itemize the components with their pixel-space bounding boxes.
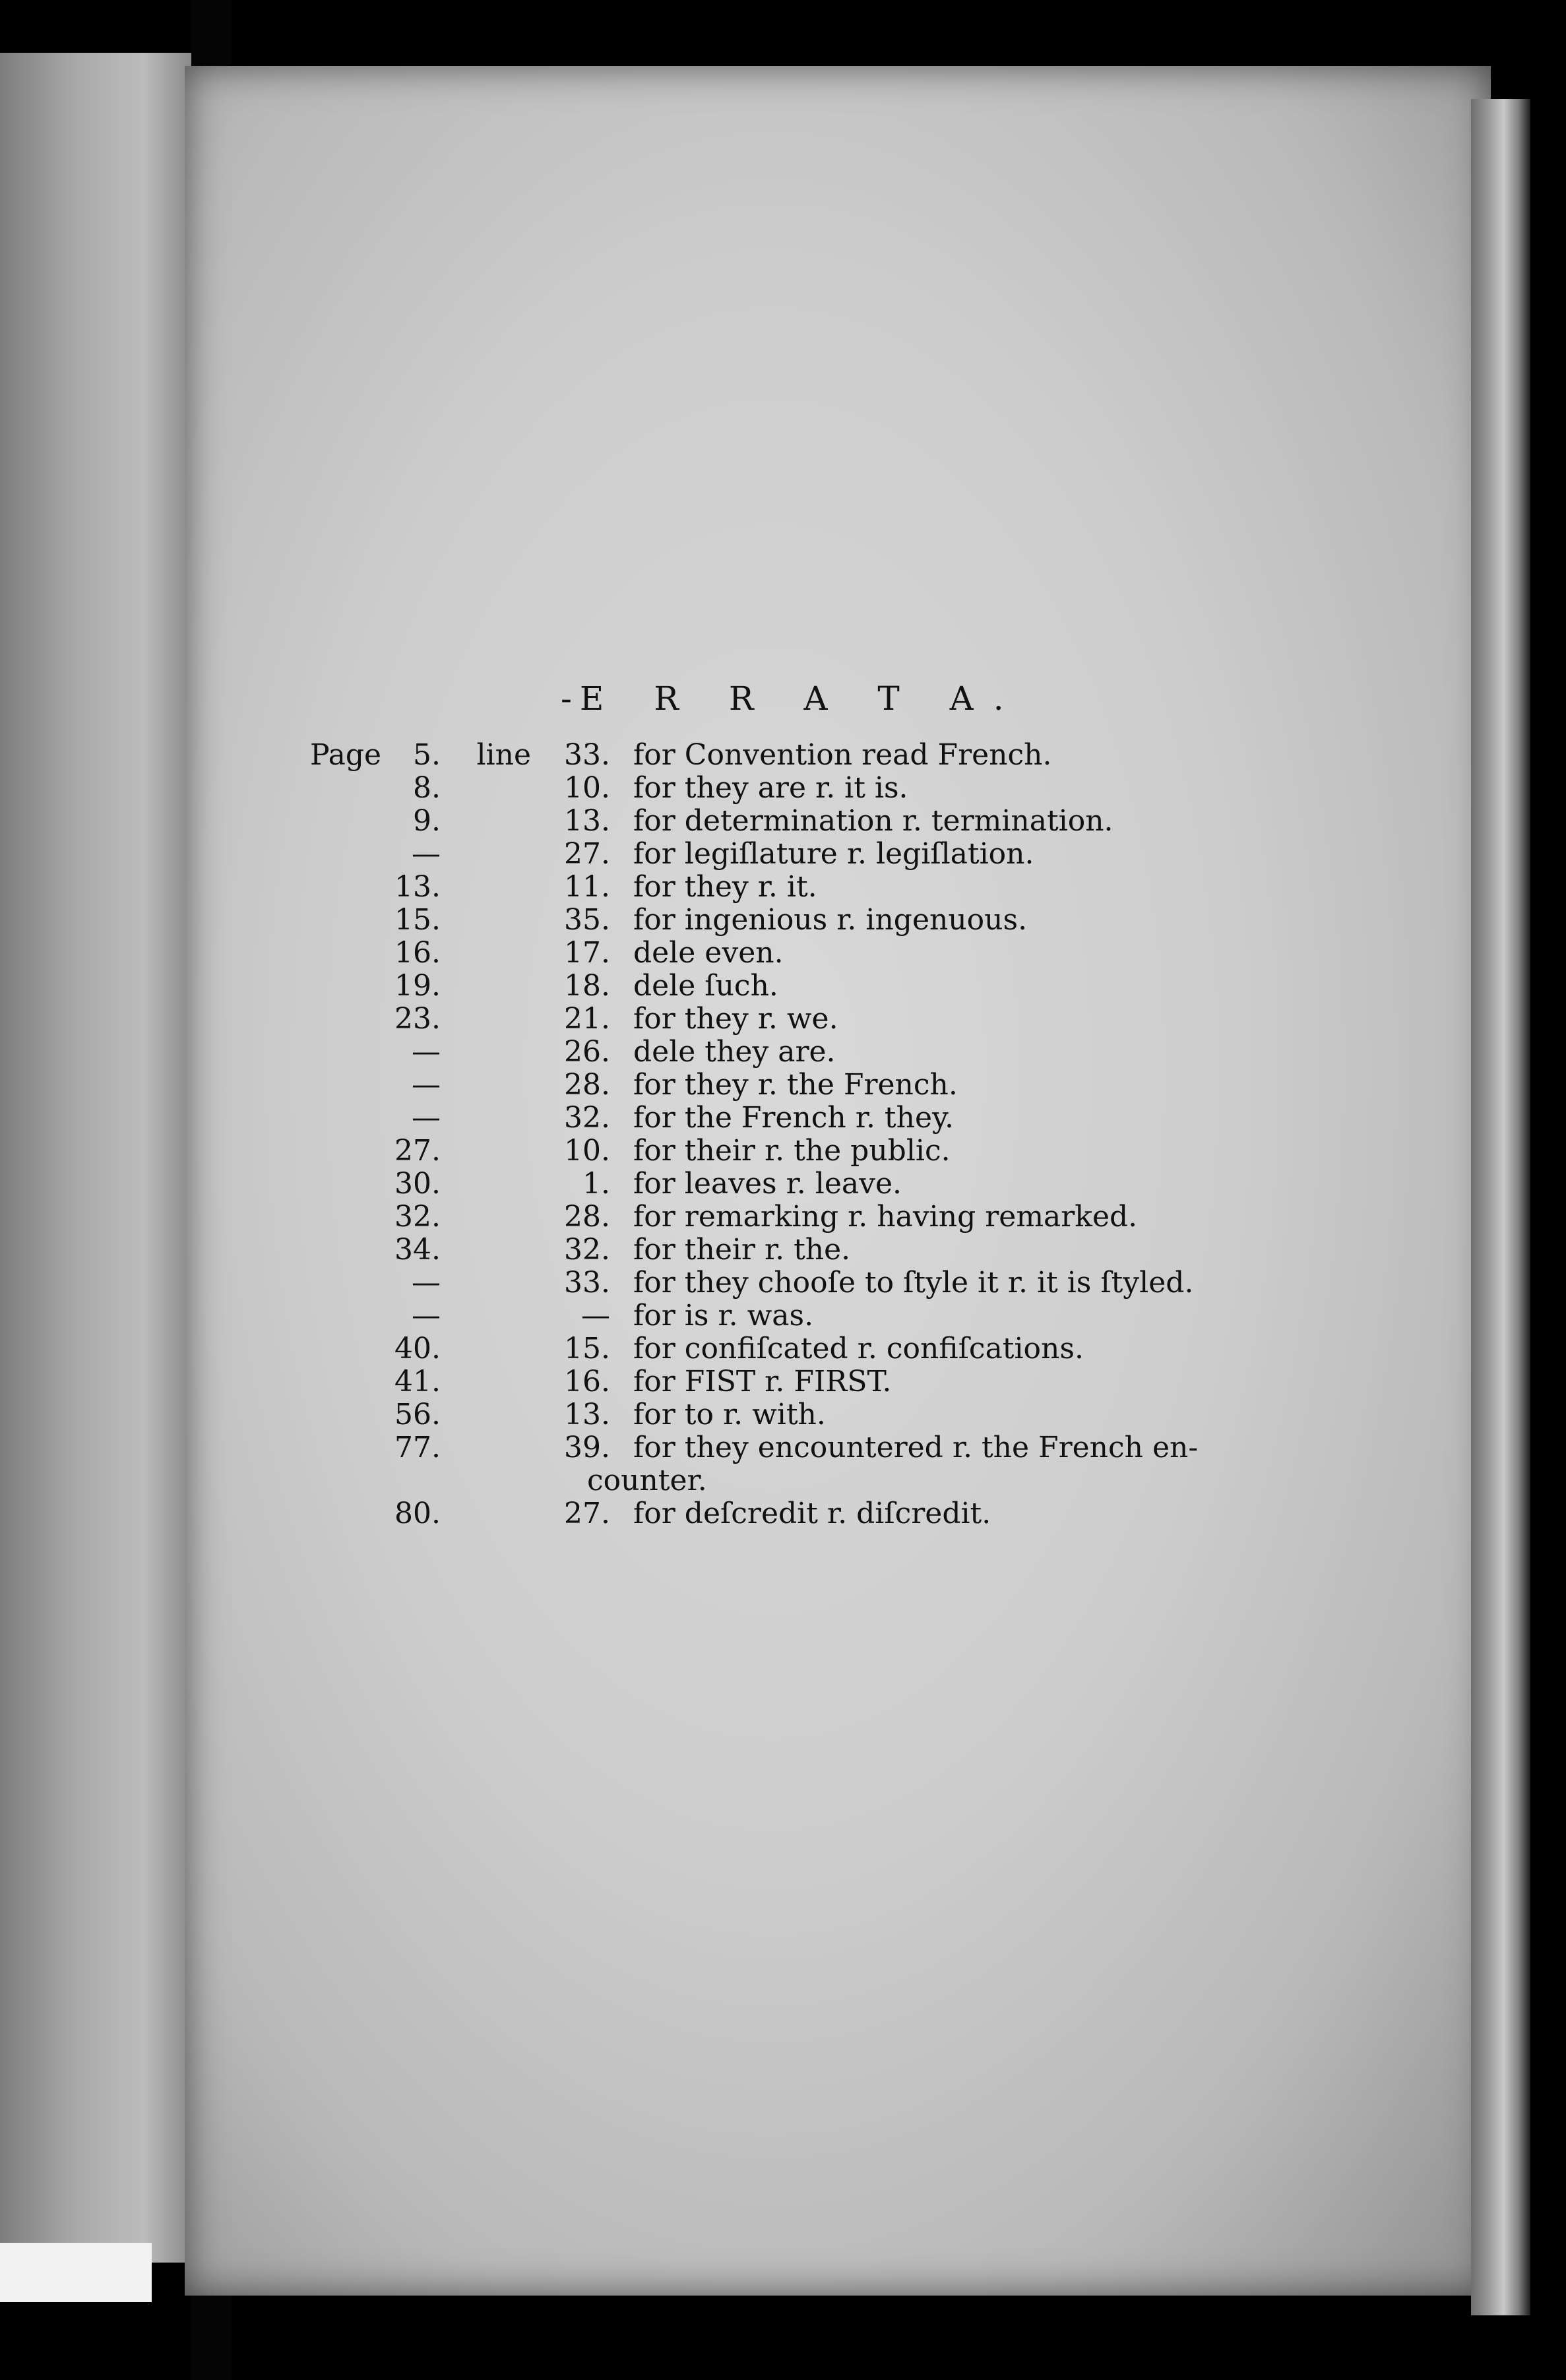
entry-page: — (412, 1068, 441, 1102)
entry-line: 27. (564, 1497, 610, 1530)
left-page-paper-strip (0, 2243, 152, 2302)
errata-heading (561, 679, 1024, 718)
line-label: line (476, 738, 531, 772)
entry-line: 1. (582, 1167, 610, 1201)
entry-page: — (412, 1035, 441, 1069)
entry-line: 18. (564, 969, 610, 1003)
entry-page: 16. (394, 936, 441, 970)
entry-correction: for remarking r. having remarked. (633, 1200, 1138, 1234)
entry-line: 13. (564, 1398, 610, 1431)
entry-line: 17. (564, 936, 610, 970)
entry-page: 34. (394, 1233, 441, 1267)
entry-correction: for their r. the public. (633, 1134, 951, 1168)
entry-page: 23. (394, 1002, 441, 1036)
page-edge (1471, 99, 1530, 2315)
entry-page: 5. (413, 738, 441, 772)
entry-continuation: counter. (587, 1464, 707, 1497)
entry-line: 11. (564, 870, 610, 904)
entry-correction: for deſcredit r. diſcredit. (633, 1497, 991, 1530)
heading-dash: - (561, 679, 572, 718)
entry-page: — (412, 837, 441, 871)
entry-page: — (412, 1101, 441, 1135)
entry-page: 13. (394, 870, 441, 904)
entry-line: 10. (564, 1134, 610, 1168)
entry-line: 33. (564, 738, 610, 772)
entry-correction: for FIST r. FIRST. (633, 1365, 892, 1398)
entry-line: 26. (564, 1035, 610, 1069)
entry-correction: for they are r. it is. (633, 771, 908, 805)
entry-page: 40. (394, 1332, 441, 1365)
page-label: Page (310, 738, 382, 772)
entry-correction: dele ſuch. (633, 969, 778, 1003)
entry-page: 30. (394, 1167, 441, 1201)
entry-correction: for they r. we. (633, 1002, 838, 1036)
entry-line: 16. (564, 1365, 610, 1398)
entry-correction: for they r. the French. (633, 1068, 958, 1102)
entry-page: 9. (413, 804, 441, 838)
entry-correction: for leaves r. leave. (633, 1167, 902, 1201)
entry-page: 56. (394, 1398, 441, 1431)
heading-text: E R R A T A. (579, 679, 1024, 718)
entry-line: 32. (564, 1101, 610, 1135)
entry-line: 13. (564, 804, 610, 838)
entry-correction: for the French r. they. (633, 1101, 954, 1135)
entry-correction: for they r. it. (633, 870, 817, 904)
entry-line: 28. (564, 1200, 610, 1234)
entry-line: 27. (564, 837, 610, 871)
entry-page: — (412, 1266, 441, 1300)
entry-correction: dele they are. (633, 1035, 836, 1069)
entry-page: 19. (394, 969, 441, 1003)
entry-page: 80. (394, 1497, 441, 1530)
entry-line: — (581, 1299, 610, 1332)
entry-correction: for is r. was. (633, 1299, 814, 1332)
entry-line: 35. (564, 903, 610, 937)
entry-correction: for ingenious r. ingenuous. (633, 903, 1028, 937)
entry-line: 28. (564, 1068, 610, 1102)
entry-page: 27. (394, 1134, 441, 1168)
entry-correction: for legiſlature r. legiſlation. (633, 837, 1034, 871)
entry-line: 10. (564, 771, 610, 805)
entry-correction: for confiſcated r. confiſcations. (633, 1332, 1084, 1365)
entry-line: 15. (564, 1332, 610, 1365)
entry-correction: dele even. (633, 936, 784, 970)
entry-page: 77. (394, 1431, 441, 1464)
entry-page: 8. (413, 771, 441, 805)
entry-page: 32. (394, 1200, 441, 1234)
entry-correction: for determination r. termination. (633, 804, 1113, 838)
entry-page: — (412, 1299, 441, 1332)
entry-line: 33. (564, 1266, 610, 1300)
entry-line: 39. (564, 1431, 610, 1464)
entry-correction: for to r. with. (633, 1398, 826, 1431)
entry-correction: for they chooſe to ſtyle it r. it is ſtyled. (633, 1266, 1194, 1300)
entry-line: 32. (564, 1233, 610, 1267)
entry-correction: for their r. the. (633, 1233, 851, 1267)
entry-page: 15. (394, 903, 441, 937)
entry-correction: for Convention read French. (633, 738, 1052, 772)
entry-line: 21. (564, 1002, 610, 1036)
entry-correction: for they encountered r. the French en- (633, 1431, 1199, 1464)
left-page-margin (0, 53, 195, 2263)
entry-page: 41. (394, 1365, 441, 1398)
